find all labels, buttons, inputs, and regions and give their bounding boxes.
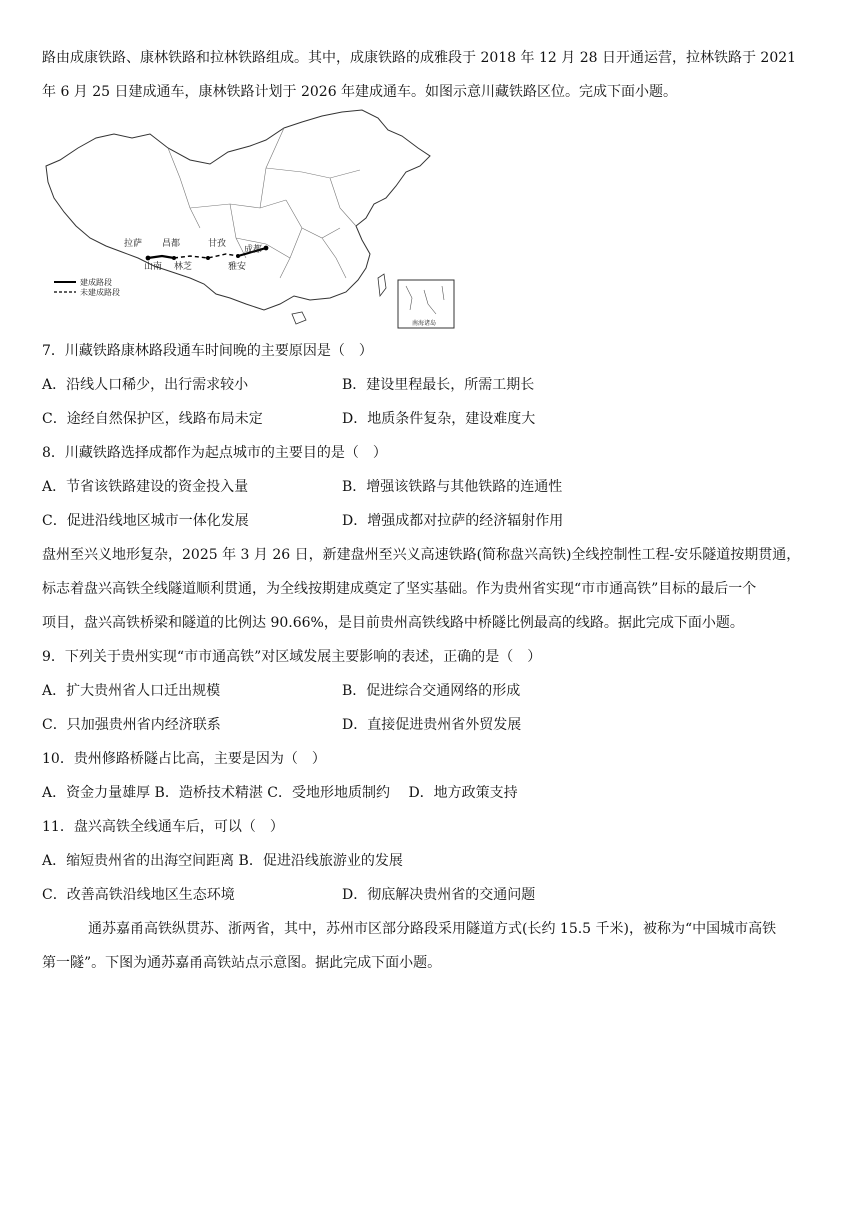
question-8-stem: 8．川藏铁路选择成都作为起点城市的主要目的是（ ） [42,445,387,461]
passage3-line-2: 第一隧”。下图为通苏嘉甬高铁站点示意图。据此完成下面小题。 [42,955,442,971]
passage2-line-2: 标志着盘兴高铁全线隧道顺利贯通，为全线按期建成奠定了坚实基础。作为贵州省实现“市市通高铁”目标的最后一个 [42,581,757,597]
q8-option-b[interactable]: B．增强该铁路与其他铁路的连通性 [342,479,563,495]
q10-options[interactable]: A．资金力量雄厚 B．造桥技术精湛 C．受地形地质制约 D．地方政策支持 [42,785,518,801]
passage2-line-3: 项目，盘兴高铁桥梁和隧道的比例达 90.66%，是目前贵州高铁线路中桥隧比例最高的线路。据此完成下面小题。 [42,615,744,631]
q8-option-d[interactable]: D．增强成都对拉萨的经济辐射作用 [342,513,564,529]
q7-option-a[interactable]: A．沿线人口稀少，出行需求较小 [42,377,249,393]
question-11-stem: 11．盘兴高铁全线通车后，可以（ ） [42,819,284,835]
city-label-ganzi: 甘孜 [208,239,227,249]
china-outline-map [40,108,460,330]
city-label-lhasa: 拉萨 [124,239,143,249]
q9-option-c[interactable]: C．只加强贵州省内经济联系 [42,717,221,733]
city-label-shannan: 山南 [144,262,163,272]
intro-line-1: 路由成康铁路、康林铁路和拉林铁路组成。其中，成康铁路的成雅段于 2018 年 12 月 28 日开通运营，拉林铁路于 2021 [42,50,797,66]
passage2-line-1: 盘州至兴义地形复杂，2025 年 3 月 26 日，新建盘州至兴义高速铁路(简称盘兴高铁)全线控制性工程-安乐隧道按期贯通， [42,547,801,563]
q8-option-a[interactable]: A．节省该铁路建设的资金投入量 [42,479,249,495]
q8-option-c[interactable]: C．促进沿线地区城市一体化发展 [42,513,249,529]
legend-unbuilt: 未建成路段 [80,288,120,297]
q9-option-a[interactable]: A．扩大贵州省人口迁出规模 [42,683,221,699]
sichuan-tibet-railway-map [40,108,460,330]
q7-option-d[interactable]: D．地质条件复杂，建设难度大 [342,411,536,427]
legend-built: 建成路段 [80,278,112,287]
inset-label: 南海诸岛 [412,320,437,327]
question-7-stem: 7．川藏铁路康林路段通车时间晚的主要原因是（ ） [42,343,373,359]
city-label-changdu: 昌都 [162,239,181,249]
city-label-linzhi: 林芝 [174,262,193,272]
q11-option-c[interactable]: C．改善高铁沿线地区生态环境 [42,887,235,903]
intro-line-2: 年 6 月 25 日建成通车，康林铁路计划于 2026 年建成通车。如图示意川藏铁路区位。完成下面小题。 [42,84,678,100]
q7-option-c[interactable]: C．途经自然保护区，线路布局未定 [42,411,263,427]
q7-option-b[interactable]: B．建设里程最长，所需工期长 [342,377,535,393]
city-label-yaan: 雅安 [228,262,247,272]
passage3-line-1: 通苏嘉甬高铁纵贯苏、浙两省，其中，苏州市区部分路段采用隧道方式(长约 15.5 千米)，被称为“中国城市高铁 [88,921,777,937]
q11-options-ab[interactable]: A．缩短贵州省的出海空间距离 B．促进沿线旅游业的发展 [42,853,403,869]
question-9-stem: 9．下列关于贵州实现“市市通高铁”对区域发展主要影响的表述，正确的是（ ） [42,649,542,665]
q9-option-b[interactable]: B．促进综合交通网络的形成 [342,683,521,699]
q9-option-d[interactable]: D．直接促进贵州省外贸发展 [342,717,522,733]
question-10-stem: 10．贵州修路桥隧占比高，主要是因为（ ） [42,751,326,767]
q11-option-d[interactable]: D．彻底解决贵州省的交通问题 [342,887,536,903]
city-label-chengdu: 成都 [244,245,263,255]
